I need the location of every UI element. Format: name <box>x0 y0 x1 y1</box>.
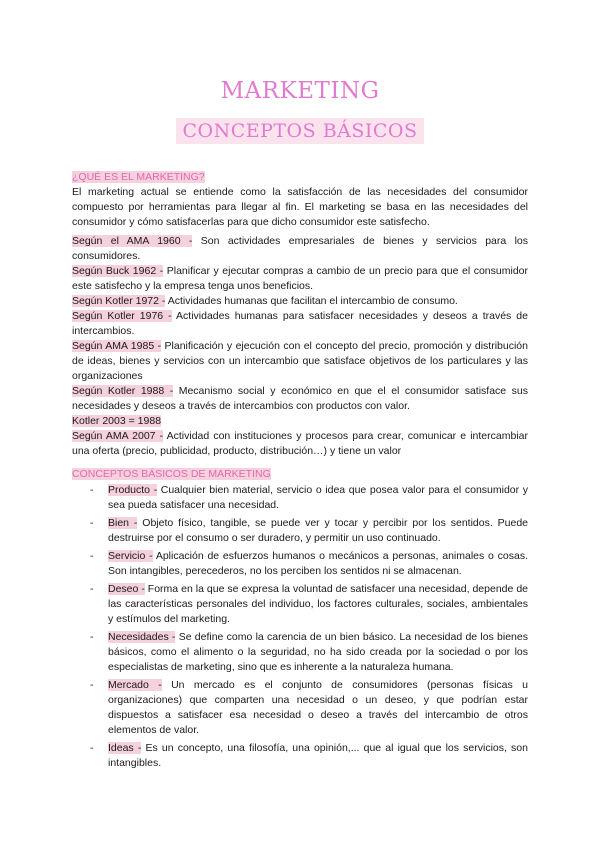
list-item <box>72 741 528 771</box>
definition-source: Según AMA 2007 - <box>72 430 164 442</box>
section-heading: ¿QUÉ ES EL MARKETING? <box>72 171 205 183</box>
section-what-is-marketing <box>72 170 528 230</box>
concept-term: Necesidades - <box>108 631 176 643</box>
list-item <box>72 549 528 579</box>
list-dash: - <box>90 484 94 496</box>
definition-item <box>72 234 528 264</box>
page-title: MARKETING <box>220 78 380 104</box>
definition-item <box>72 309 528 339</box>
list-item <box>72 582 528 627</box>
page-subtitle-text: CONCEPTOS BÁSICOS <box>176 118 423 144</box>
concept-text: Cualquier bien material, servicio o idea que posea valor para el consumidor y sea pueda satisfacer una necesidad. <box>108 484 528 511</box>
section-heading: CONCEPTOS BÁSICOS DE MARKETING <box>72 468 271 480</box>
definition-item <box>72 414 528 429</box>
concept-text: Se define como la carencia de un bien básico. La necesidad de los bienes básicos, como el alimento o la seguridad, no ha sido creada por la sociedad o por los especialistas de marketing, sino que es inherente a la naturaleza humana. <box>108 631 528 673</box>
definition-text: Planificar y ejecutar compras a cambio de un precio para que el consumidor este satisfecho y la empresa tenga unos beneficios. <box>72 265 528 292</box>
concept-term: Mercado - <box>108 679 162 691</box>
definition-text: Mecanismo social y económico en que el el consumidor satisface sus necesidades y deseos a través de intercambios con productos con valor. <box>72 385 528 412</box>
definition-source: Kotler 2003 = 1988 <box>72 415 162 427</box>
definition-source: Según AMA 1985 - <box>72 340 162 352</box>
list-item <box>72 630 528 675</box>
definition-source: Según Kotler 1988 - <box>72 385 174 397</box>
section-basic-concepts <box>72 467 528 482</box>
concept-text: Un mercado es el conjunto de consumidores (personas físicas u organizaciones) que comparten una necesidad o un deseo, y que podrían estar dispuestos a satisfacer esa necesidad o deseo a través del intercambio de otros elementos de valor. <box>108 679 528 736</box>
definition-item <box>72 384 528 414</box>
list-item <box>72 483 528 513</box>
list-dash: - <box>90 583 94 595</box>
concept-text: Es un concepto, una filosofía, una opinión,... que al igual que los servicios, son intangibles. <box>108 742 528 769</box>
definition-source: Según Kotler 1976 - <box>72 310 172 322</box>
concepts-list <box>72 483 528 774</box>
concept-text: Objeto físico, tangible, se puede ver y tocar y percibir por los sentidos. Puede destruirse por el consumo o ser duradero, y permitir un uso continuado. <box>108 517 528 544</box>
concept-term: Bien - <box>108 517 138 529</box>
definition-text: Actividad con instituciones y procesos para crear, comunicar e intercambiar una oferta (precio, publicidad, producto, distribución…) y tiene un valor <box>72 430 528 457</box>
list-dash: - <box>90 742 94 754</box>
list-dash: - <box>90 631 94 643</box>
definition-item <box>72 264 528 294</box>
list-dash: - <box>90 679 94 691</box>
definition-source: Según Kotler 1972 - <box>72 295 166 307</box>
concept-term: Deseo - <box>108 583 145 595</box>
list-dash: - <box>90 517 94 529</box>
list-item <box>72 678 528 738</box>
concept-text: Aplicación de esfuerzos humanos o mecánicos a personas, animales o cosas. Son intangibles, perecederos, no los perciben los sentidos ni se almacenan. <box>108 550 529 577</box>
definition-item <box>72 294 528 309</box>
list-dash: - <box>90 550 94 562</box>
definition-text: Planificación y ejecución con el concepto del precio, promoción y distribución de ideas, bienes y servicios con un intercambio que satisface objetivos de los particulares y las organizaciones <box>72 340 528 382</box>
intro-paragraph: El marketing actual se entiende como la satisfacción de las necesidades del consumidor compuesto por herramientas para llegar al fin. El marketing se basa en las necesidades del consumidor y cómo satisfacerlas para que dicho consumidor este satisfecho. <box>72 186 528 228</box>
definition-item <box>72 339 528 384</box>
definition-source: Según el AMA 1960 - <box>72 235 193 247</box>
definition-source: Según Buck 1962 - <box>72 265 164 277</box>
definition-item <box>72 429 528 459</box>
concept-term: Producto - <box>108 484 158 496</box>
definitions-list <box>72 234 528 459</box>
definition-text: Son actividades empresariales de bienes y servicios para los consumidores. <box>72 235 529 262</box>
page-subtitle <box>0 118 600 144</box>
concept-term: Servicio - <box>108 550 153 562</box>
definition-text: Actividades humanas que facilitan el intercambio de consumo. <box>165 295 458 307</box>
list-item <box>72 516 528 546</box>
definition-text: Actividades humanas para satisfacer necesidades y deseos a través de intercambios. <box>72 310 528 337</box>
concept-text: Forma en la que se expresa la voluntad de satisfacer una necesidad, depende de las características personales del individuo, los factores culturales, sociales, ambientales y estímulos del marketing. <box>108 583 528 625</box>
concept-term: Ideas - <box>108 742 142 754</box>
